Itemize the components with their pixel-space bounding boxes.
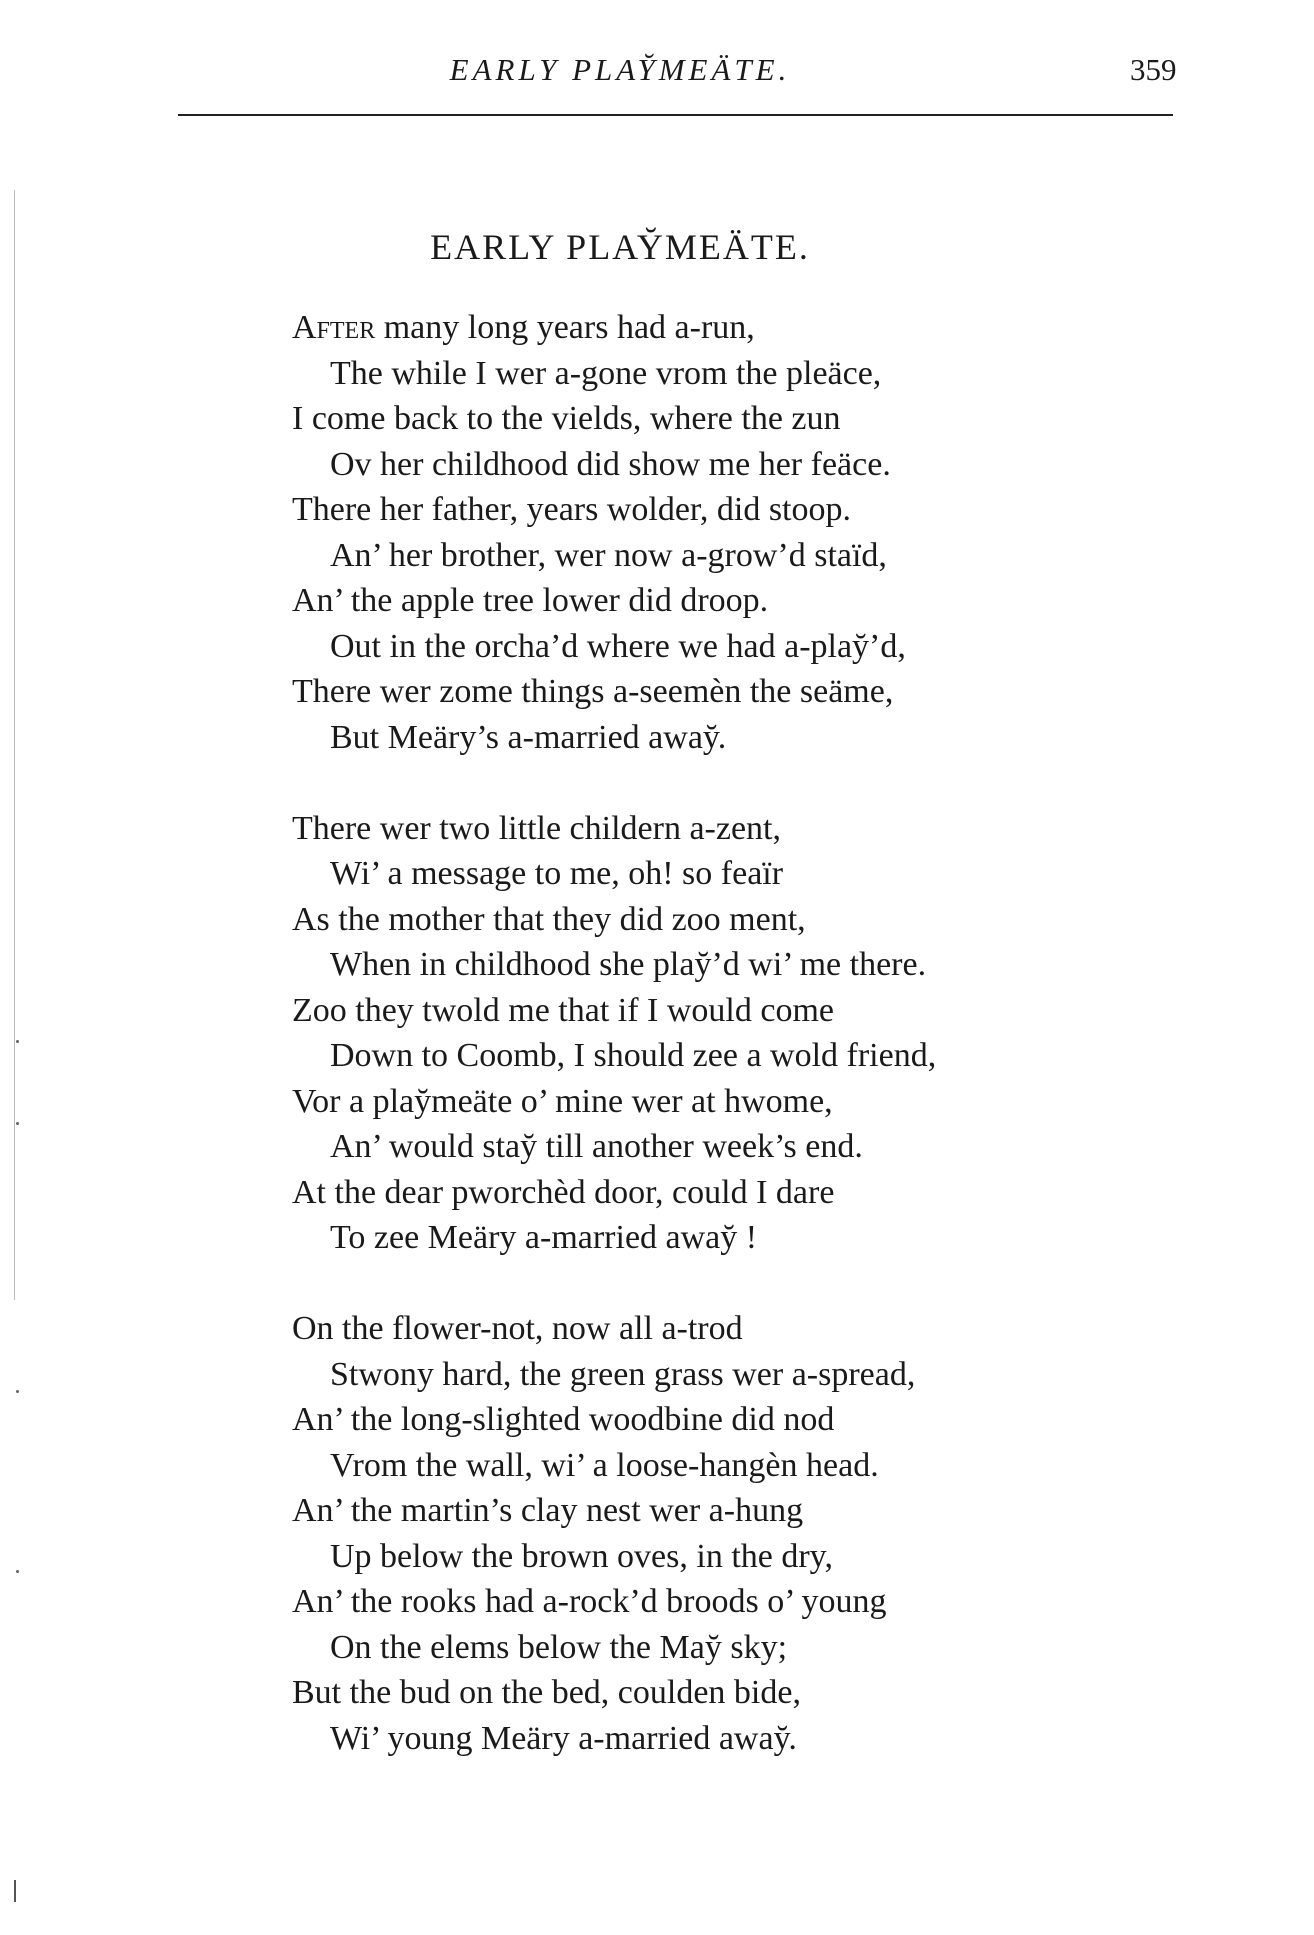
line-text: An’ the rooks had a-rock’d broods o’ young	[292, 1583, 887, 1620]
opening-word: After	[292, 309, 376, 346]
poem-body	[292, 305, 1192, 1807]
poem-line	[292, 396, 1192, 442]
poem-line	[292, 988, 1192, 1034]
line-text: When in childhood she play̆’d wi’ me there.	[330, 946, 927, 983]
line-text: On the elems below the May̆ sky;	[330, 1628, 788, 1666]
line-text: As the mother that they did zoo ment,	[292, 900, 806, 938]
line-text: An’ the apple tree lower did droop.	[292, 582, 769, 619]
line-text: On the flower-not, now all a-trod	[292, 1310, 743, 1347]
poem-line	[292, 715, 1192, 761]
line-text: Wi’ young Meäry a-married away̆.	[330, 1719, 797, 1757]
line-text: At the dear pworchèd door, could I dare	[292, 1173, 835, 1211]
line-text: The while I wer a-gone vrom the pleäce,	[330, 354, 882, 392]
line-text: Zoo they twold me that if I would come	[292, 991, 834, 1029]
line-text: Out in the orcha’d where we had a-play̆’d,	[330, 627, 906, 665]
line-text: Vrom the wall, wi’ a loose-hangèn head.	[330, 1446, 879, 1484]
line-text: There wer two little childern a-zent,	[292, 809, 781, 847]
stanza	[292, 305, 1192, 760]
poem-line	[292, 1170, 1192, 1216]
line-text: An’ her brother, wer now a-grow’d staïd,	[330, 536, 887, 574]
poem-line	[292, 1215, 1192, 1261]
line-text: Wi’ a message to me, oh! so feaïr	[330, 855, 784, 892]
poem-line	[292, 305, 1192, 351]
poem-line	[292, 806, 1192, 852]
line-text: An’ would stay̆ till another week’s end.	[330, 1128, 863, 1165]
poem-line	[292, 1397, 1192, 1443]
poem-line	[292, 1579, 1192, 1625]
poem-line	[292, 1033, 1192, 1079]
poem-line	[292, 669, 1192, 715]
gutter-line	[14, 190, 15, 1300]
poem-line	[292, 578, 1192, 624]
header-rule	[178, 114, 1173, 116]
line-text: An’ the long-slighted woodbine did nod	[292, 1401, 835, 1438]
poem-line	[292, 442, 1192, 488]
line-text: I come back to the vields, where the zun	[292, 400, 841, 437]
poem-line	[292, 1124, 1192, 1170]
line-text: Ov her childhood did show me her feäce.	[330, 445, 891, 483]
poem-line	[292, 1352, 1192, 1398]
running-title: EARLY PLAY̆MEÄTE.	[449, 52, 791, 87]
poem-line	[292, 351, 1192, 397]
poem-line	[292, 1534, 1192, 1580]
gutter-speck	[16, 1122, 19, 1125]
gutter-speck	[16, 1390, 19, 1393]
page-number: 359	[1130, 52, 1177, 87]
poem-line	[292, 1488, 1192, 1534]
line-text: Stwony hard, the green grass wer a-spread,	[330, 1355, 916, 1393]
stanza	[292, 806, 1192, 1261]
poem-title: EARLY PLAY̆MEÄTE.	[430, 227, 810, 267]
gutter-line	[14, 1880, 16, 1902]
line-text: But Meäry’s a-married away̆.	[330, 718, 727, 756]
line-text: There wer zome things a-seemèn the seäme,	[292, 673, 894, 710]
gutter-speck	[16, 1040, 19, 1043]
line-text: Vor a play̆meäte o’ mine wer at hwome,	[292, 1082, 833, 1120]
poem-line	[292, 942, 1192, 988]
poem-line	[292, 1079, 1192, 1125]
line-text: To zee Meäry a-married away̆ !	[330, 1219, 758, 1256]
poem-line	[292, 897, 1192, 943]
gutter-speck	[16, 1570, 19, 1573]
line-text: Up below the brown oves, in the dry,	[330, 1537, 833, 1575]
poem-line	[292, 624, 1192, 670]
stanza	[292, 1306, 1192, 1761]
poem-line	[292, 1716, 1192, 1762]
line-text: An’ the martin’s clay nest wer a-hung	[292, 1492, 804, 1529]
poem-line	[292, 1625, 1192, 1671]
poem-line	[292, 487, 1192, 533]
line-text: many long years had a-run,	[375, 309, 755, 346]
line-text: But the bud on the bed, coulden bide,	[292, 1674, 801, 1711]
poem-line	[292, 1670, 1192, 1716]
poem-line	[292, 1306, 1192, 1352]
poem-line	[292, 851, 1192, 897]
poem-line	[292, 533, 1192, 579]
line-text: Down to Coomb, I should zee a wold friend,	[330, 1037, 937, 1074]
line-text: There her father, years wolder, did stoop.	[292, 491, 852, 528]
poem-line	[292, 1443, 1192, 1489]
